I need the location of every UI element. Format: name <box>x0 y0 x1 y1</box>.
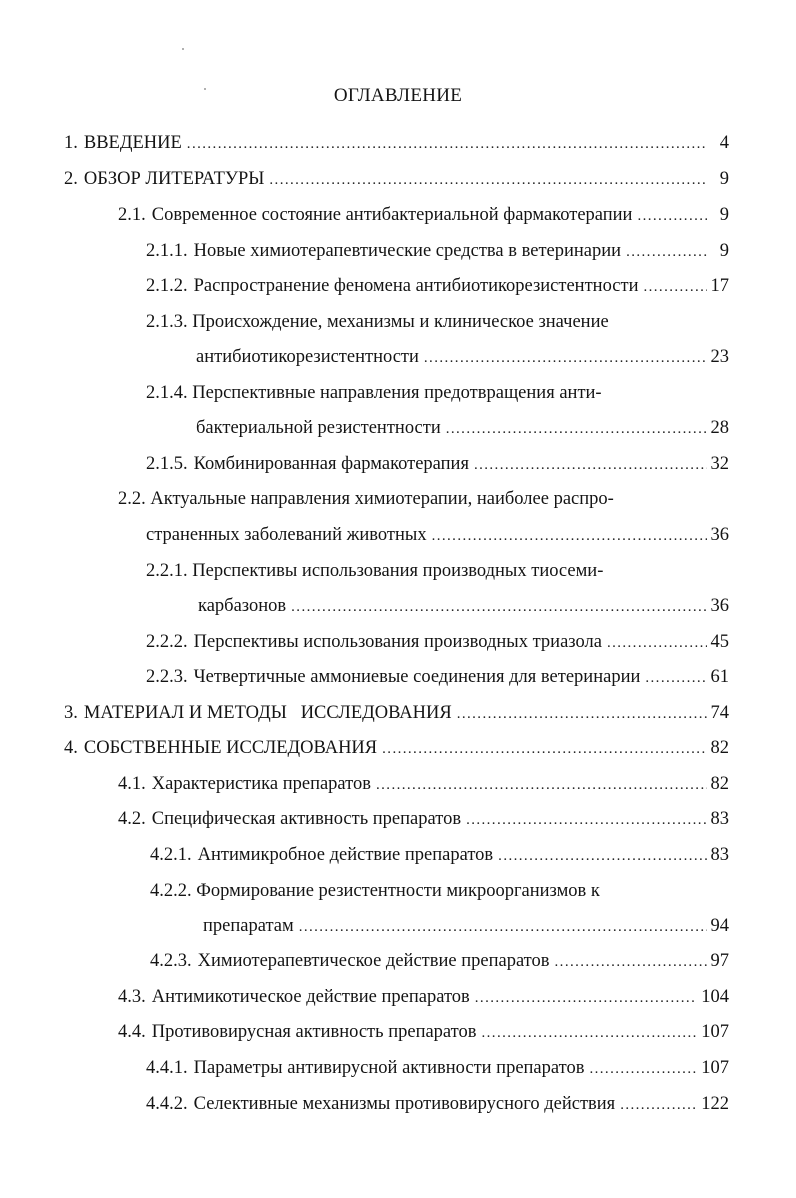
dot-leader <box>457 702 707 726</box>
toc-entry-page: 82 <box>710 738 729 758</box>
dot-leader <box>474 453 707 477</box>
toc-entry <box>146 630 729 655</box>
dot-leader <box>269 168 707 192</box>
toc-entry-title-continued: страненных заболеваний животных <box>146 525 427 545</box>
toc-entry-number: 2.1.2. <box>146 276 188 296</box>
toc-entry <box>118 807 729 832</box>
toc-entry-title-continued: бактериальной резистентности <box>196 418 441 438</box>
toc-entry-page: 83 <box>710 809 729 829</box>
dot-leader <box>424 346 707 370</box>
toc-entry-title: Актуальные направления химиотерапии, наиболее распро- <box>150 489 614 509</box>
dot-leader <box>620 1093 697 1117</box>
toc-entry-page: 107 <box>701 1058 729 1078</box>
dot-leader <box>637 204 707 228</box>
toc-entry <box>64 736 729 761</box>
toc-entry-title-continued: карбазонов <box>198 596 287 616</box>
dot-leader <box>432 524 707 548</box>
toc-entry <box>146 1092 729 1117</box>
toc-entry-page: 61 <box>710 667 729 687</box>
toc-entry <box>64 701 729 726</box>
dot-leader <box>589 1057 697 1081</box>
toc-entry-page: 36 <box>710 596 729 616</box>
toc-entry-number: 2.2. <box>118 489 146 509</box>
dot-leader <box>466 808 706 832</box>
toc-entry-title: МАТЕРИАЛ И МЕТОДЫ ИССЛЕДОВАНИЯ <box>83 703 452 723</box>
toc-entry-number: 4.2. <box>118 809 146 829</box>
toc-entry-number: 4.4.1. <box>146 1058 188 1078</box>
dot-leader <box>187 132 707 156</box>
toc-entry <box>118 772 729 797</box>
toc-entry-title: ВВЕДЕНИЕ <box>83 133 182 153</box>
toc-entry <box>196 345 729 370</box>
toc-entry-page: 97 <box>710 951 729 971</box>
toc-entry-first-line <box>118 487 614 511</box>
toc-entry-number: 2.1.3. <box>146 312 188 332</box>
toc-entry-number: 4.2.3. <box>150 951 192 971</box>
dot-leader <box>482 1021 698 1045</box>
toc-entry <box>203 914 729 939</box>
toc-entry <box>198 594 729 619</box>
toc-entry-title: Характеристика препаратов <box>151 774 371 794</box>
toc-entry-title: Четвертичные аммониевые соединения для ветеринарии <box>193 667 641 687</box>
toc-entry-number: 2.2.2. <box>146 632 188 652</box>
toc-entry-page: 28 <box>710 418 729 438</box>
toc-entry <box>118 203 729 228</box>
toc-entry-page: 9 <box>719 205 729 225</box>
toc-entry <box>146 274 729 299</box>
toc-entry-number: 4.3. <box>118 987 146 1007</box>
toc-entry <box>150 843 729 868</box>
toc-entry-page: 32 <box>710 454 729 474</box>
toc-entry-first-line <box>150 879 600 903</box>
dot-leader <box>382 737 706 761</box>
toc-entry-title: Селективные механизмы противовирусного действия <box>193 1094 616 1114</box>
toc-entry-page: 83 <box>710 845 729 865</box>
dot-leader <box>376 773 707 797</box>
toc-entry-number: 4.1. <box>118 774 146 794</box>
toc-entry-title: Специфическая активность препаратов <box>151 809 462 829</box>
toc-entry-page: 9 <box>719 169 729 189</box>
toc-entry-page: 122 <box>701 1094 729 1114</box>
toc-entry-page: 23 <box>710 347 729 367</box>
toc-entry-page: 4 <box>719 133 729 153</box>
dot-leader <box>555 950 707 974</box>
toc-entry-title: СОБСТВЕННЫЕ ИССЛЕДОВАНИЯ <box>83 738 378 758</box>
toc-entry-title: Противовирусная активность препаратов <box>151 1022 477 1042</box>
toc-entry-title: Параметры антивирусной активности препаратов <box>193 1058 585 1078</box>
toc-entry <box>146 239 729 264</box>
toc-entry-number: 2.1. <box>118 205 146 225</box>
toc-entry <box>118 985 729 1010</box>
toc-entry-title: Перспективные направления предотвращения анти- <box>192 383 602 403</box>
toc-entry-page: 74 <box>710 703 729 723</box>
toc-entry-title: Перспективы использования производных триазола <box>193 632 602 652</box>
page-title: ОГЛАВЛЕНИЕ <box>333 85 463 106</box>
toc-entry <box>150 949 729 974</box>
toc-entry-page: 36 <box>710 525 729 545</box>
toc-entry-number: 2. <box>64 169 78 189</box>
toc-entry-number: 2.1.1. <box>146 241 188 261</box>
dot-leader <box>607 631 707 655</box>
toc-entry-title: Химиотерапевтическое действие препаратов <box>197 951 550 971</box>
toc-entry <box>146 1056 729 1081</box>
toc-entry-page: 45 <box>710 632 729 652</box>
toc-entry <box>146 523 729 548</box>
toc-entry-title-continued: препаратам <box>203 916 294 936</box>
toc-entry-title: Современное состояние антибактериальной фармакотерапии <box>151 205 633 225</box>
toc-entry-number: 4.2.2. <box>150 881 192 901</box>
toc-entry-page: 17 <box>710 276 729 296</box>
toc-entry-first-line <box>146 381 602 405</box>
dot-leader <box>291 595 706 619</box>
toc-entry-number: 4.4. <box>118 1022 146 1042</box>
dot-leader <box>645 666 706 690</box>
toc-entry-number: 2.1.5. <box>146 454 188 474</box>
toc-entry <box>146 452 729 477</box>
toc-entry-page: 94 <box>710 916 729 936</box>
toc-entry <box>64 167 729 192</box>
toc-entry-number: 4.2.1. <box>150 845 192 865</box>
toc-entry-title: Перспективы использования производных тиосеми- <box>192 561 604 581</box>
toc-entry-title: Происхождение, механизмы и клиническое значение <box>192 312 609 332</box>
dot-leader <box>475 986 697 1010</box>
toc-entry-number: 3. <box>64 703 78 723</box>
toc-entry-number: 2.1.4. <box>146 383 188 403</box>
dot-leader <box>299 915 707 939</box>
toc-entry-title: Формирование резистентности микроорганизмов к <box>196 881 600 901</box>
toc-entry <box>146 665 729 690</box>
toc-entry <box>118 1020 729 1045</box>
toc-entry-page: 104 <box>701 987 729 1007</box>
toc-entry <box>64 131 729 156</box>
toc-entry-title: Антимикотическое действие препаратов <box>151 987 470 1007</box>
dot-leader <box>626 240 707 264</box>
toc-entry <box>196 416 729 441</box>
toc-entry-number: 4. <box>64 738 78 758</box>
toc-entry-page: 107 <box>701 1022 729 1042</box>
toc-entry-page: 82 <box>710 774 729 794</box>
toc-entry-title: ОБЗОР ЛИТЕРАТУРЫ <box>83 169 265 189</box>
dot-leader <box>498 844 706 868</box>
toc-entry-number: 2.2.1. <box>146 561 188 581</box>
toc-entry-first-line <box>146 559 603 583</box>
toc-entry-title: Антимикробное действие препаратов <box>197 845 494 865</box>
toc-entry-page: 9 <box>719 241 729 261</box>
toc-entry-title-continued: антибиотикорезистентности <box>196 347 419 367</box>
toc-entry-number: 4.4.2. <box>146 1094 188 1114</box>
dot-leader <box>643 275 706 299</box>
toc-entry-first-line <box>146 310 609 334</box>
toc-entry-title: Комбинированная фармакотерапия <box>193 454 469 474</box>
toc-entry-number: 2.2.3. <box>146 667 188 687</box>
dot-leader <box>446 417 707 441</box>
toc-entry-title: Новые химиотерапевтические средства в ветеринарии <box>193 241 622 261</box>
toc-entry-title: Распространение феномена антибиотикорезистентности <box>193 276 639 296</box>
toc-entry-number: 1. <box>64 133 78 153</box>
